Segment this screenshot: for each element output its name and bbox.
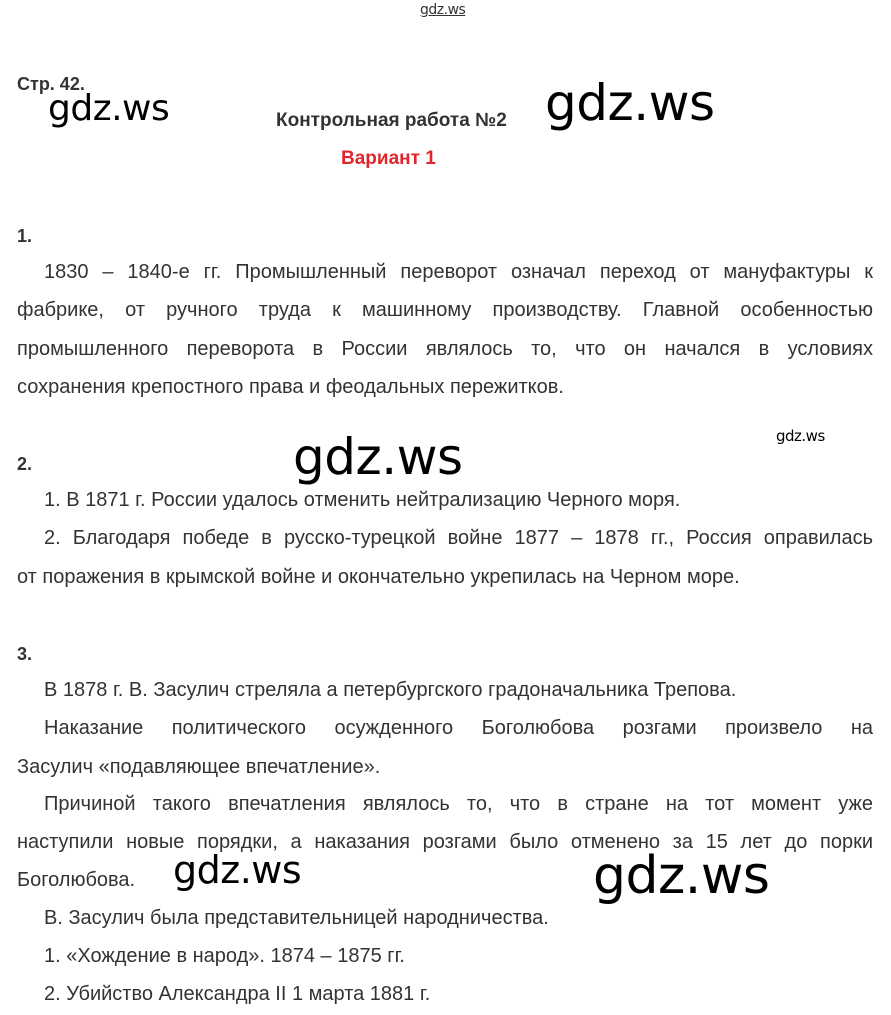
watermark: gdz.ws xyxy=(173,848,302,892)
watermark-top[interactable]: gdz.ws xyxy=(420,2,466,18)
answer-line: 1830 – 1840-е гг. Промышленный переворот означал переход от мануфактуры к xyxy=(44,261,873,283)
watermark: gdz.ws xyxy=(776,427,825,445)
answer-line: В. Засулич была представительницей народничества. xyxy=(44,907,549,929)
answer-line: Наказание политического осужденного Боголюбова розгами произвело на xyxy=(44,717,873,739)
watermark: gdz.ws xyxy=(293,428,463,486)
question-number: 1. xyxy=(17,226,33,246)
answer-line: Боголюбова. xyxy=(17,869,136,891)
answer-line: промышленного переворота в России являлось то, что он начался в условиях xyxy=(17,338,873,360)
answer-line: В 1878 г. В. Засулич стреляла а петербургского градоначальника Трепова. xyxy=(44,679,737,701)
answer-line: 2. Убийство Александра II 1 марта 1881 г. xyxy=(44,983,431,1005)
watermark: gdz.ws xyxy=(48,88,170,129)
answer-line: наступили новые порядки, а наказания розгами было отменено за 15 лет до порки xyxy=(17,831,873,853)
page-title: Контрольная работа №2 xyxy=(276,110,507,131)
answer-line: сохранения крепостного права и феодальных пережитков. xyxy=(17,376,564,398)
answer-line: 2. Благодаря победе в русско-турецкой войне 1877 – 1878 гг., Россия оправилась xyxy=(44,527,873,549)
page-reference: Стр. 42. xyxy=(17,74,85,94)
answer-line: фабрике, от ручного труда к машинному производству. Главной особенностью xyxy=(17,299,873,321)
question-number: 2. xyxy=(17,454,33,474)
answer-line: 1. В 1871 г. России удалось отменить нейтрализацию Черного моря. xyxy=(44,489,681,511)
variant-heading: Вариант 1 xyxy=(341,148,436,169)
answer-line: 1. «Хождение в народ». 1874 – 1875 гг. xyxy=(44,945,405,967)
watermark: gdz.ws xyxy=(545,74,715,132)
answer-line: Причиной такого впечатления являлось то, что в стране на тот момент уже xyxy=(44,793,873,815)
answer-line: от поражения в крымской войне и окончательно укрепилась на Черном море. xyxy=(17,566,740,588)
watermark: gdz.ws xyxy=(593,846,770,906)
question-number: 3. xyxy=(17,644,33,664)
answer-line: Засулич «подавляющее впечатление». xyxy=(17,756,381,778)
